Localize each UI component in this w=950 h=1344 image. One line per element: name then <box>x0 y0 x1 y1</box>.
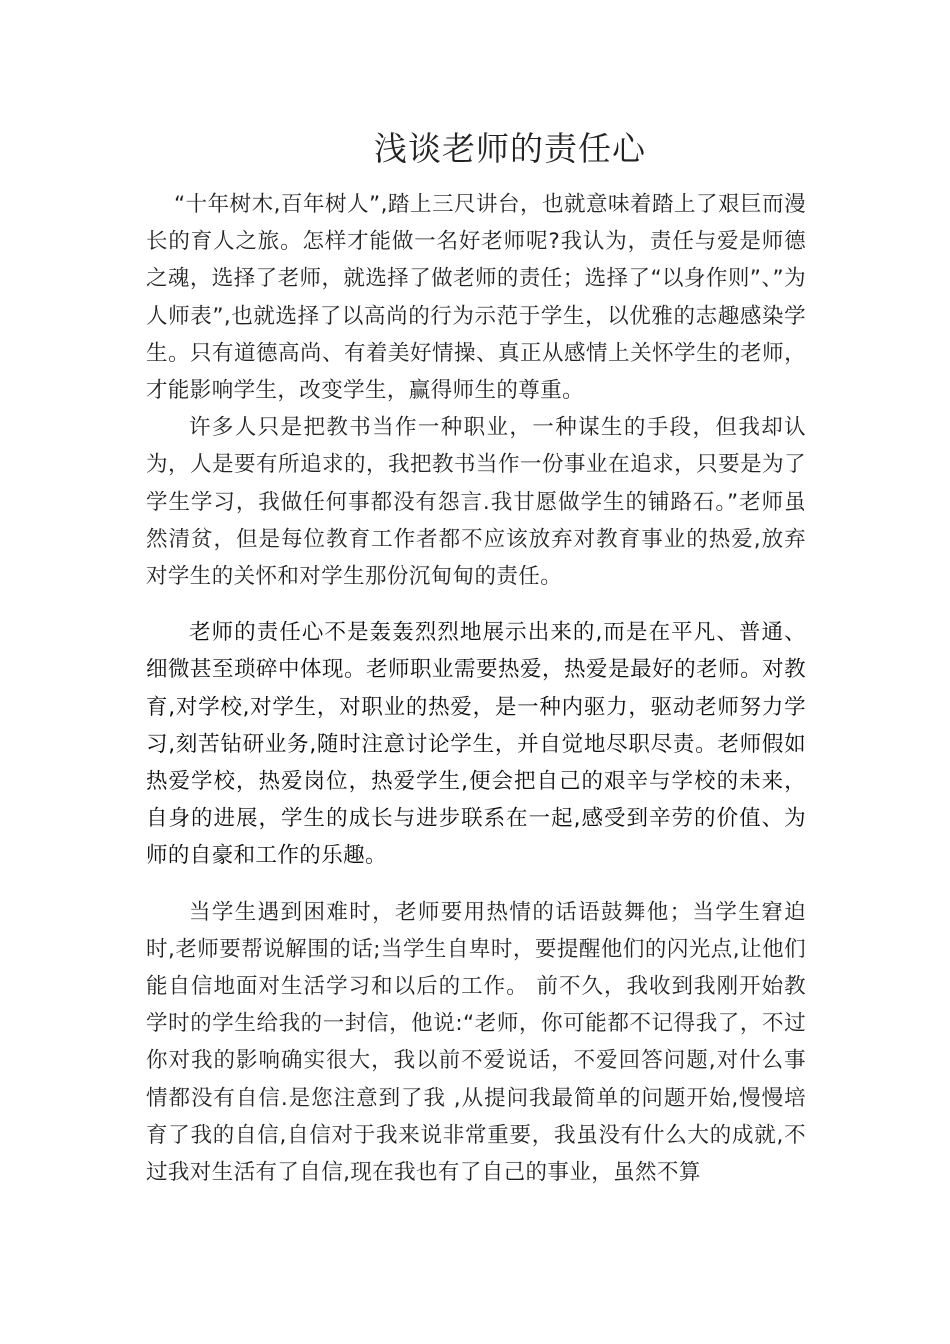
paragraph-3: 老师的责任心不是轰轰烈烈地展示出来的,而是在平凡、普通、细微甚至琐碎中体现。老师职业需要热爱，热爱是最好的老师。对教育,对学校,对学生，对职业的热爱，是一种内驱力，驱动老师努力学习,刻苦钻研业务,随时注意讨论学生，并自觉地尽职尽责。老师假如热爱学校，热爱岗位，热爱学生,便会把自己的艰辛与学校的未来，自身的进展，学生的成长与进步联系在一起,感受到辛劳的价值、为师的自豪和工作的乐趣。 <box>146 620 806 869</box>
document-title: 浅谈老师的责任心 <box>374 129 646 168</box>
document-body <box>146 186 806 1191</box>
paragraph-4: 当学生遇到困难时，老师要用热情的话语鼓舞他；当学生窘迫时,老师要帮说解围的话;当学生自卑时，要提醒他们的闪光点,让他们能自信地面对生活学习和以后的工作。 前不久，我收到我刚开始教学时的学生给我的一封信，他说:“老师，你可能都不记得我了，不过你对我的影响确实很大，我以前不爱说话，不爱回答问题,对什么事情都没有自信.是您注意到了我 ,从提问我最简单的问题开始,慢慢培育了我的自信,自信对于我来说非常重要，我虽没有什么大的成就,不过我对生活有了自信,现在我也有了自己的事业，虽然不算 <box>146 899 806 1186</box>
paragraph-1: “十年树木,百年树人”,踏上三尺讲台，也就意味着踏上了艰巨而漫长的育人之旅。怎样才能做一名好老师呢?我认为，责任与爱是师德之魂，选择了老师，就选择了做老师的责任；选择了“以身作则”、”为人师表”,也就选择了以高尚的行为示范于学生，以优雅的志趣感染学生。只有道德高尚、有着美好情操、真正从感情上关怀学生的老师，才能影响学生，改变学生，赢得师生的尊重。 <box>146 192 806 404</box>
paragraph-2: 许多人只是把教书当作一种职业，一种谋生的手段，但我却认为，人是要有所追求的，我把教书当作一份事业在追求，只要是为了学生学习，我做任何事都没有怨言.我甘愿做学生的铺路石。”老师虽然清贫，但是每位教育工作者都不应该放弃对教育事业的热爱,放弃对学生的关怀和对学生那份沉甸甸的责任。 <box>146 415 806 590</box>
